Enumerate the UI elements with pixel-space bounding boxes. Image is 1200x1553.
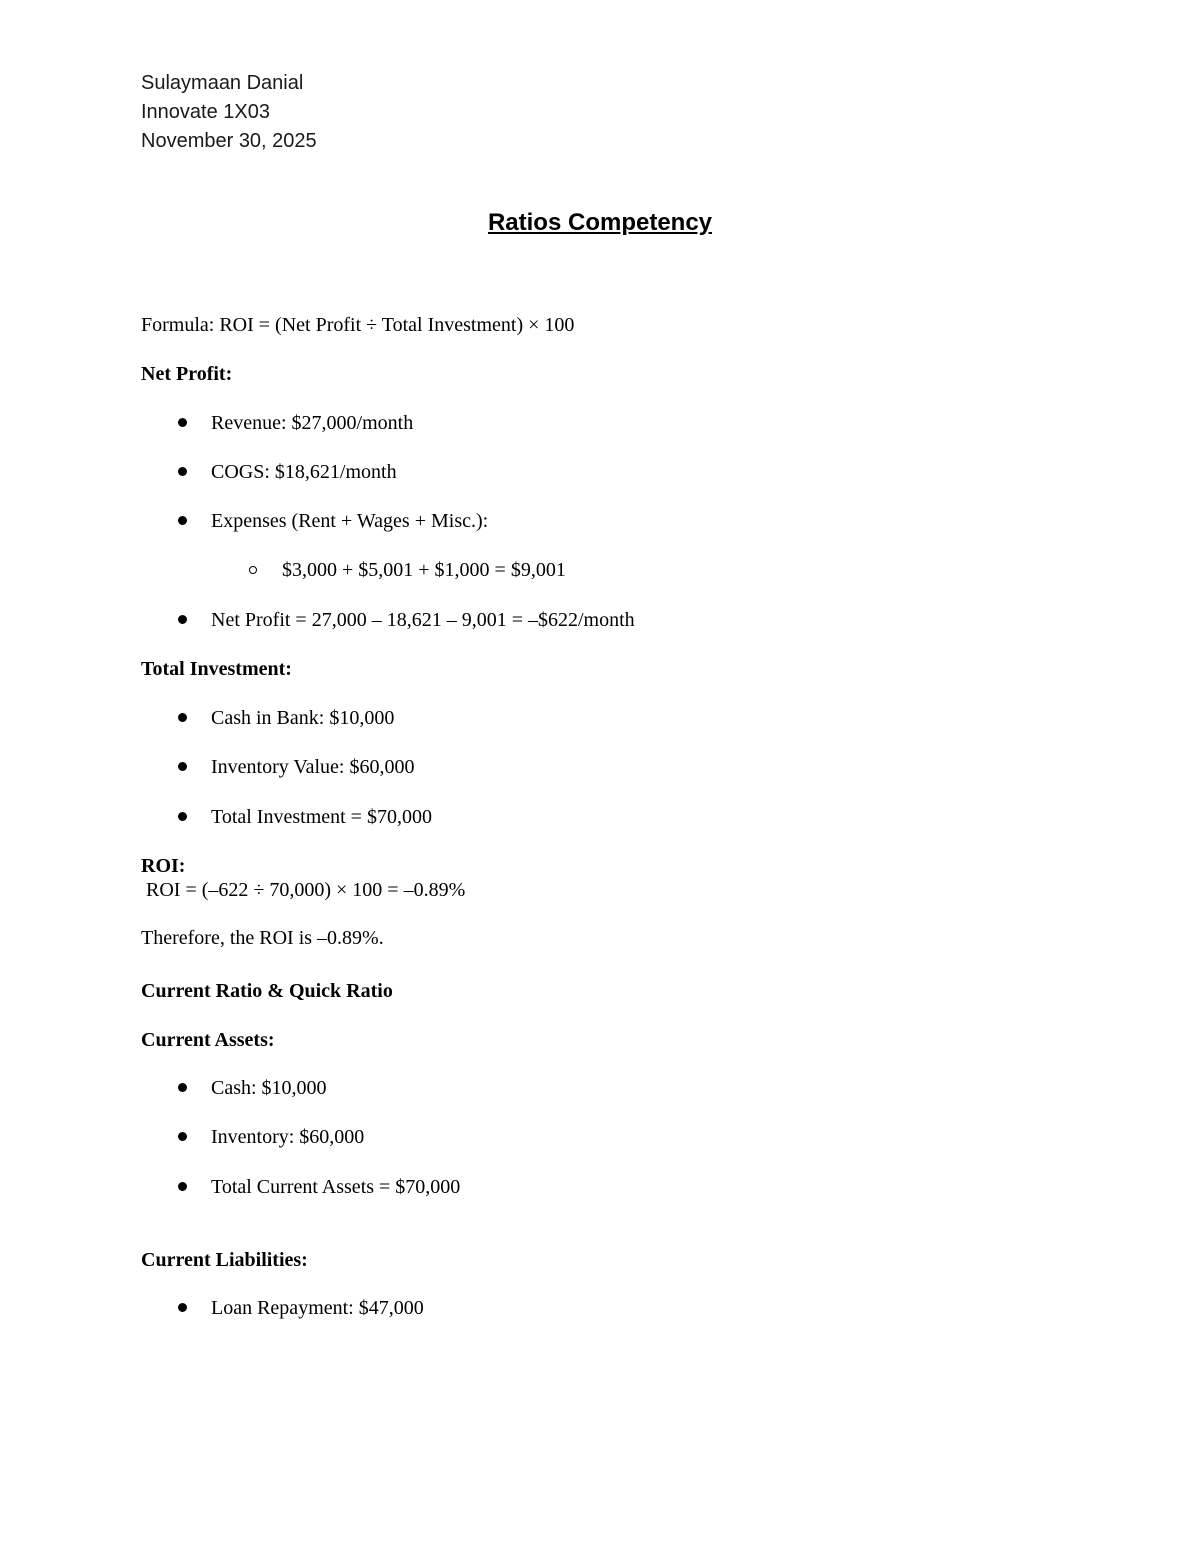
roi-formula: Formula: ROI = (Net Profit ÷ Total Investment) × 100: [141, 314, 575, 336]
current-assets-heading: Current Assets:: [141, 1029, 275, 1051]
bullet-icon: [178, 1182, 187, 1191]
bullet-icon: [178, 418, 187, 427]
hollow-bullet-icon: [249, 566, 257, 574]
net-profit-heading: Net Profit:: [141, 363, 233, 385]
list-item: Total Current Assets = $70,000: [211, 1176, 461, 1198]
list-item: Loan Repayment: $47,000: [211, 1297, 424, 1319]
bullet-icon: [178, 762, 187, 771]
bullet-icon: [178, 1083, 187, 1092]
bullet-icon: [178, 812, 187, 821]
sub-list-item: $3,000 + $5,001 + $1,000 = $9,001: [282, 559, 566, 581]
list-item: Cash in Bank: $10,000: [211, 707, 395, 729]
list-item: Expenses (Rent + Wages + Misc.):: [211, 510, 489, 532]
roi-conclusion: Therefore, the ROI is –0.89%.: [141, 927, 384, 949]
bullet-icon: [178, 1132, 187, 1141]
roi-calculation: ROI = (–622 ÷ 70,000) × 100 = –0.89%: [146, 879, 466, 901]
list-item: Total Investment = $70,000: [211, 806, 432, 828]
roi-heading: ROI:: [141, 855, 186, 877]
current-liabilities-heading: Current Liabilities:: [141, 1249, 308, 1271]
list-item: Revenue: $27,000/month: [211, 412, 414, 434]
bullet-icon: [178, 1303, 187, 1312]
document-title: Ratios Competency: [487, 209, 713, 236]
bullet-icon: [178, 713, 187, 722]
bullet-icon: [178, 467, 187, 476]
bullet-icon: [178, 615, 187, 624]
list-item: Cash: $10,000: [211, 1077, 327, 1099]
total-investment-heading: Total Investment:: [141, 658, 292, 680]
course-code: Innovate 1X03: [141, 101, 270, 123]
list-item-net-profit-result: Net Profit = 27,000 – 18,621 – 9,001 = –$622/month: [211, 609, 635, 631]
list-item: Inventory Value: $60,000: [211, 756, 415, 778]
bullet-icon: [178, 516, 187, 525]
author-name: Sulaymaan Danial: [141, 72, 304, 94]
list-item: Inventory: $60,000: [211, 1126, 365, 1148]
ratios-heading: Current Ratio & Quick Ratio: [141, 980, 393, 1002]
document-date: November 30, 2025: [141, 130, 317, 152]
list-item: COGS: $18,621/month: [211, 461, 397, 483]
